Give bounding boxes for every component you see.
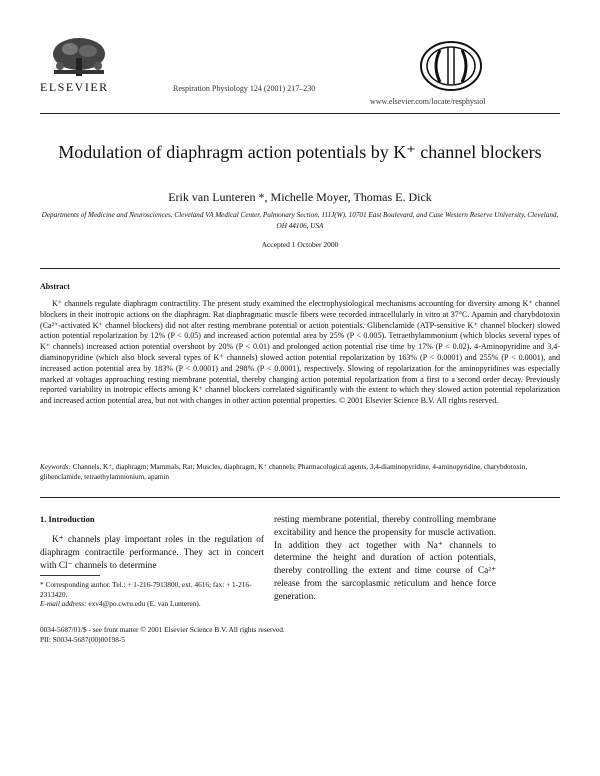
email-line <box>40 599 264 609</box>
intro-left-column <box>40 534 264 572</box>
article-title: Modulation of diaphragm action potentials by K⁺ channel blockers <box>58 142 542 162</box>
affiliation: Departments of Medicine and Neurosciences, Cleveland VA Medical Center, Pulmonary Section, 111J(W), 10701 East Boulevard, and Case Western Reserve University, Cleveland, OH 44106, USA <box>41 211 559 230</box>
corresponding-author: * Corresponding author. Tel.: + 1-216-7913800, ext. 4616; fax: + 1-216-2313420. <box>40 580 252 599</box>
abstract-text: K⁺ channels regulate diaphragm contractility. The present study examined the electrophysiological mechanisms accounting for diversity among K⁺ channel blockers in their inotropic actions on the diaphragm. Rat diaphragmatic muscle fibers were recorded intracellularly in vitro at 37°C. Apamin and charybdotoxin (Ca²⁺-activated K⁺ channel blockers) did not alter resting membrane potential or action potentials. Glibenclamide (ATP-sensitive K⁺ channel blocker) slowed action potential repolarization by 12% (P < 0.05) and increased action potential area by 25% (P < 0.005). Tetraethylammonium (which blocks several types of K⁺ channels) increased action potential overshoot by 20% (P < 0.01) and prolonged action potential rise time by 17% (P < 0.02). 4-Aminopyridine and 3,4-diaminopyridine (which also block several types of K⁺ channels) slowed action potential repolarization by 163% (P < 0.0001) and 255% (P < 0.0001), and increased action potential area by 183% (P < 0.0001) and 298% (P < 0.0001), respectively. Slowing of repolarization for the aminopyridines was especially marked at voltages approaching resting membrane potential, thereby changing action potential repolarization from a first to a second order decay. Previously reported variability in inotropic effects among K⁺ channel blockers correlated significantly with the extent to which they slowed action potential repolarization and increased action potential area, but not with changes in other action potential properties. © 2001 Elsevier Science B.V. All rights reserved. <box>40 299 560 406</box>
keywords-text: Channels, K⁺, diaphragm; Mammals, Rat; Muscles, diaphragm, K⁺ channels; Pharmacological agents, 3,4-diaminopyridine, 4-aminopyridine, charybdotoxin, glibenclamide, tetraethylammonium, apamin <box>40 463 528 481</box>
email-address: exv4@po.cwru.edu (E. van Lunteren). <box>86 599 201 609</box>
accepted-date: Accepted 1 October 2000 <box>261 240 339 249</box>
abstract-body <box>40 299 560 407</box>
intro-right-column <box>274 514 496 604</box>
copyright-line: 0034-5687/01/$ - see front matter © 2001 Elsevier Science B.V. All rights reserved. <box>40 625 285 634</box>
email-label: E-mail address: <box>40 599 87 609</box>
header-rule <box>40 113 560 114</box>
abstract-top-rule <box>40 268 560 269</box>
section-heading-introduction: 1. Introduction <box>40 514 95 524</box>
keywords-label: Keywords: <box>40 463 71 471</box>
abstract-heading: Abstract <box>40 282 70 291</box>
journal-logo <box>418 38 484 94</box>
footnote-rule <box>40 575 100 576</box>
journal-url-link[interactable]: www.elsevier.com/locate/resphysiol <box>370 97 486 106</box>
footnote <box>40 580 264 609</box>
keywords <box>40 462 560 482</box>
authors: Erik van Lunteren *, Michelle Moyer, Thomas E. Dick <box>168 190 432 204</box>
intro-paragraph-left: K⁺ channels play important roles in the regulation of diaphragm contractile performance. They act in concert with Cl⁻ channels to determine <box>40 535 264 571</box>
intro-paragraph-right: resting membrane potential, thereby controlling membrane excitability and hence the propensity for muscle activation. In addition they act together with Na⁺ channels to determine the height and duration of action potentials, thereby controlling the extent and time course of Ca²⁺ release from the sarcoplasmic reticulum and hence force generation. <box>274 515 496 602</box>
issn-block <box>40 625 440 645</box>
publisher-name: ELSEVIER <box>40 80 109 94</box>
abstract-bottom-rule <box>40 497 560 498</box>
pii-line: PII: S0034-5687(00)00198-5 <box>40 635 125 644</box>
journal-citation: Respiration Physiology 124 (2001) 217–230 <box>173 84 316 93</box>
